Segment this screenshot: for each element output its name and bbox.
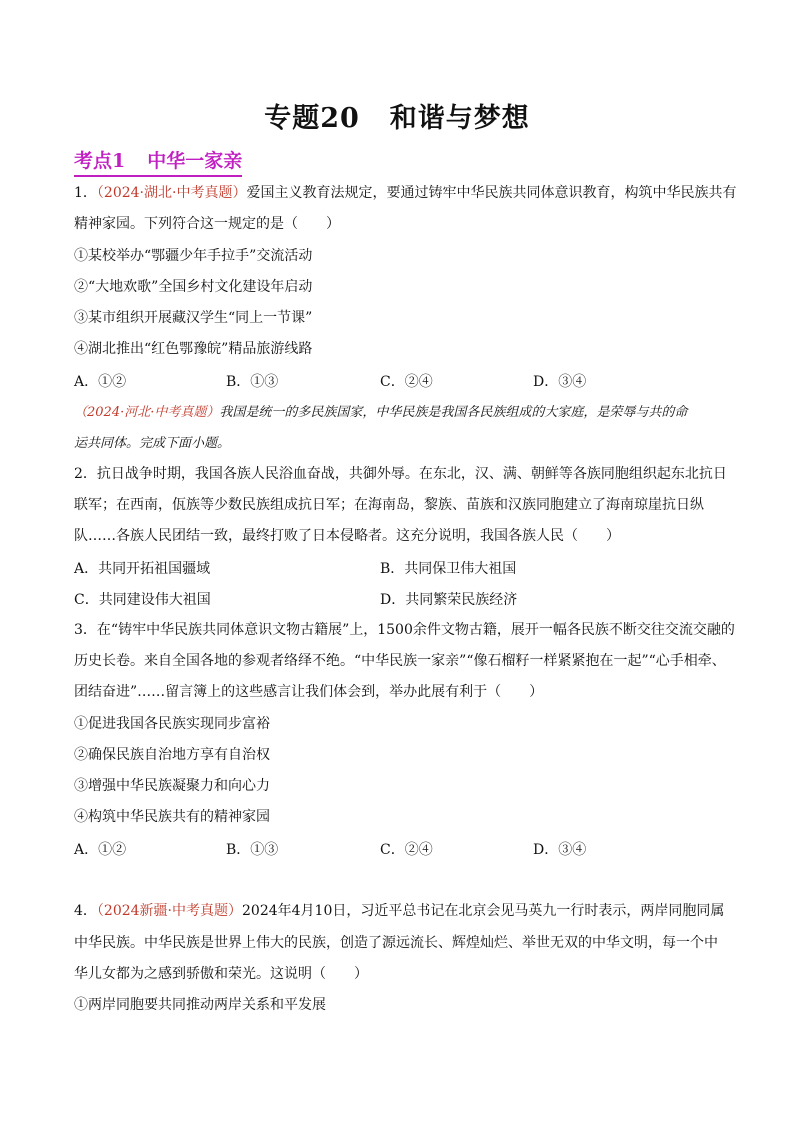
group-intro-line2: 运共同体。完成下面小题。 [74, 436, 231, 451]
q1-option-d[interactable]: D．③④ [533, 374, 587, 390]
q1-line1: 1．（2024·湖北·中考真题）爱国主义教育法规定，要通过铸牢中华民族共同体意识教育，构筑中华民族共有 [74, 185, 737, 201]
q3-item-1: ①促进我国各民族实现同步富裕 [74, 716, 270, 732]
q3-item-2: ②确保民族自治地方享有自治权 [74, 747, 270, 763]
q3-item-4: ④构筑中华民族共有的精神家园 [74, 809, 270, 825]
q3-item-3: ③增强中华民族凝聚力和向心力 [74, 778, 270, 794]
q2-option-b[interactable]: B．共同保卫伟大祖国 [380, 561, 517, 577]
title-topic-number: 专题20 [264, 103, 360, 134]
q2-option-c[interactable]: C．共同建设伟大祖国 [74, 592, 211, 608]
q1-option-c[interactable]: C．②④ [380, 374, 433, 390]
q1-source: （2024·湖北·中考真题） [96, 185, 247, 201]
title-topic-name: 和谐与梦想 [389, 103, 530, 134]
q3-line1: 3．在“铸牢中华民族共同体意识文物古籍展”上，1500余件文物古籍，展开一幅各民族不断交往交流交融的 [74, 622, 735, 638]
q1-item-2: ②“大地欢歌”全国乡村文化建设年启动 [74, 279, 313, 295]
q4-item-1: ①两岸同胞要共同推动两岸关系和平发展 [74, 997, 326, 1013]
section-number: 考点1 [74, 150, 126, 172]
section-underline [74, 175, 242, 177]
section-name: 中华一家亲 [147, 150, 243, 172]
section-heading [74, 146, 242, 173]
q3-option-d[interactable]: D．③④ [533, 842, 587, 858]
q3-option-a[interactable]: A．①② [74, 842, 127, 858]
q4-source: （2024新疆·中考真题） [96, 903, 243, 919]
q3-option-b[interactable]: B．①③ [226, 842, 279, 858]
q1-item-4: ④湖北推出“红色鄂豫皖”精品旅游线路 [74, 341, 313, 357]
q1-item-1: ①某校举办“鄂疆少年手拉手”交流活动 [74, 248, 313, 264]
q2-line2: 联军；在西南，佤族等少数民族组成抗日军；在海南岛，黎族、苗族和汉族同胞建立了海南琼崖抗日纵 [74, 497, 704, 513]
q1-line2: 精神家园。下列符合这一规定的是（ ） [74, 216, 340, 232]
q4-line3: 华儿女都为之感到骄傲和荣光。这说明（ ） [74, 966, 368, 982]
q2-line3: 队……各族人民团结一致，最终打败了日本侵略者。这充分说明，我国各族人民（ ） [74, 528, 620, 544]
q4-line2: 中华民族。中华民族是世界上伟大的民族，创造了源远流长、辉煌灿烂、举世无双的中华文明，每一个中 [74, 935, 718, 951]
group-intro-line1: （2024·河北·中考真题）我国是统一的多民族国家，中华民族是我国各民族组成的大家庭，是荣辱与共的命 [74, 405, 688, 420]
q1-option-a[interactable]: A．①② [74, 374, 127, 390]
q1-option-b[interactable]: B．①③ [226, 374, 279, 390]
q1-item-3: ③某市组织开展藏汉学生“同上一节课” [74, 310, 313, 326]
q4-line1: 4．（2024新疆·中考真题）2024年4月10日，习近平总书记在北京会见马英九一行时表示，两岸同胞同属 [74, 903, 725, 919]
q2-option-a[interactable]: A．共同开拓祖国疆域 [74, 561, 211, 577]
q3-line3: 团结奋进”……留言簿上的这些感言让我们体会到，举办此展有利于（ ） [74, 684, 544, 700]
group-source: （2024·河北·中考真题） [74, 405, 220, 420]
q3-option-c[interactable]: C．②④ [380, 842, 433, 858]
page-title [0, 96, 794, 135]
q3-line2: 历史长卷。来自全国各地的参观者络绎不绝。“中华民族一家亲”“像石榴籽一样紧紧抱在一起”“心手相牵、 [74, 653, 726, 669]
q2-option-d[interactable]: D．共同繁荣民族经济 [380, 592, 518, 608]
q2-line1: 2．抗日战争时期，我国各族人民浴血奋战，共御外辱。在东北，汉、满、朝鲜等各族同胞组织起东北抗日 [74, 466, 727, 482]
